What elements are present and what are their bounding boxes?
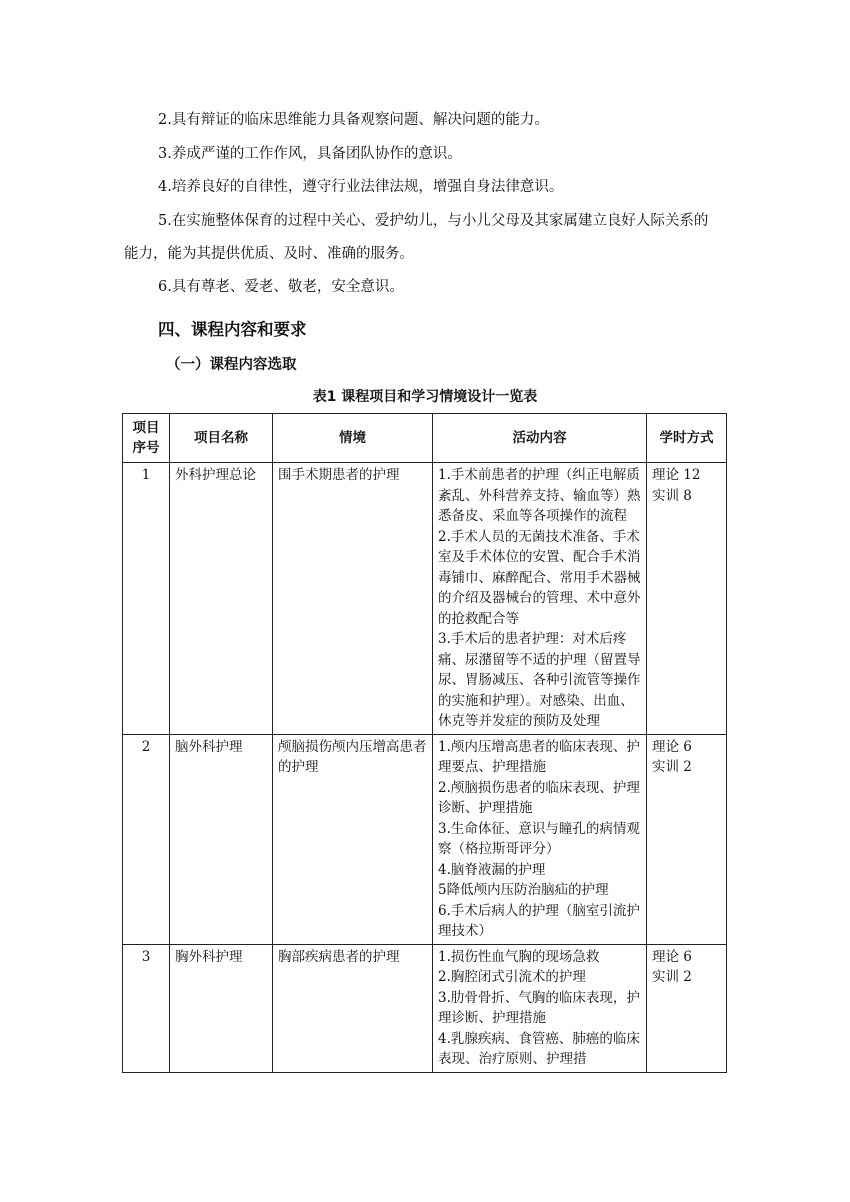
section-heading: 四、课程内容和要求 — [158, 320, 307, 339]
row-name: 胸外科护理 — [170, 944, 273, 1072]
paragraph-5-line1: 5.在实施整体保育的过程中关心、爱护幼儿，与小儿父母及其家属建立良好人际关系的 — [158, 213, 709, 229]
activity-item: 1.损伤性血气胸的现场急救 — [438, 948, 600, 965]
hours-theory: 理论 6 — [652, 948, 692, 965]
activity-item: 2.手术人员的无菌技术准备、手术室及手术体位的安置、配合手术消毒铺巾、麻醉配合、常用手术器械的介绍及器械台的管理、术中意外的抢救配合等 — [438, 528, 641, 627]
row-situation: 围手术期患者的护理 — [273, 463, 433, 735]
row-no: 1 — [123, 463, 170, 735]
row-name: 外科护理总论 — [170, 463, 273, 735]
row-hours — [647, 944, 727, 1072]
row-no: 3 — [123, 944, 170, 1072]
row-hours — [647, 734, 727, 944]
hours-practice: 实训 2 — [652, 759, 692, 775]
header-situation: 情境 — [273, 414, 433, 463]
paragraph-2: 2.具有辩证的临床思维能力具备观察问题、解决问题的能力。 — [158, 112, 549, 128]
header-activities: 活动内容 — [433, 414, 647, 463]
activity-item: 3.手术后的患者护理：对术后疼痛、尿潴留等不适的护理（留置导尿、胃肠减压、各种引流管等操作的实施和护理）。对感染、出血、休克等并发症的预防及处理 — [438, 631, 641, 729]
header-no: 项目序号 — [123, 414, 170, 463]
activity-item: 1.颅内压增高患者的临床表现、护理要点、护理措施 — [438, 738, 640, 775]
activity-item: 5降低颅内压防治脑疝的护理 — [438, 882, 609, 898]
subsection-heading: （一）课程内容选取 — [166, 357, 297, 373]
activity-item: 6.手术后病人的护理（脑室引流护理技术） — [438, 902, 640, 939]
row-activities — [433, 944, 647, 1072]
table-header-row — [123, 414, 727, 463]
table-row — [123, 463, 727, 735]
activity-item: 2.胸腔闭式引流术的护理 — [438, 969, 586, 985]
row-no: 2 — [123, 734, 170, 944]
paragraph-3: 3.养成严谨的工作作风，具备团队协作的意识。 — [158, 146, 462, 162]
table-caption: 表1 课程项目和学习情境设计一览表 — [312, 389, 538, 405]
hours-theory: 理论 12 — [652, 467, 701, 483]
activity-item: 3.生命体征、意识与瞳孔的病情观察（格拉斯哥评分） — [438, 820, 640, 857]
hours-theory: 理论 6 — [652, 738, 692, 755]
header-hours: 学时方式 — [647, 414, 727, 463]
row-situation: 胸部疾病患者的护理 — [273, 944, 433, 1072]
header-name: 项目名称 — [170, 414, 273, 463]
table-row — [123, 734, 727, 944]
activity-item: 1.手术前患者的护理（纠正电解质紊乱、外科营养支持、输血等）熟悉备皮、采血等各项操作的流程 — [438, 467, 641, 524]
course-table — [122, 413, 727, 1073]
activity-item: 4.脑脊液漏的护理 — [438, 861, 546, 878]
row-activities — [433, 734, 647, 944]
row-situation: 颅脑损伤颅内压增高患者的护理 — [273, 734, 433, 944]
table-row — [123, 944, 727, 1072]
activity-item: 3.肋骨骨折、气胸的临床表现，护理诊断、护理措施 — [438, 989, 640, 1026]
hours-practice: 实训 2 — [652, 969, 692, 985]
hours-practice: 实训 8 — [652, 487, 692, 504]
paragraph-4: 4.培养良好的自律性，遵守行业法律法规，增强自身法律意识。 — [158, 179, 564, 195]
paragraph-6: 6.具有尊老、爱老、敬老，安全意识。 — [158, 279, 404, 295]
activity-item: 4.乳腺疾病、食管癌、肺癌的临床表现、治疗原则、护理措 — [438, 1030, 640, 1067]
row-name: 脑外科护理 — [170, 734, 273, 944]
activity-item: 2.颅脑损伤患者的临床表现、护理诊断、护理措施 — [438, 779, 640, 816]
paragraph-5-line2: 能力，能为其提供优质、及时、准确的服务。 — [124, 246, 414, 262]
row-activities — [433, 463, 647, 735]
row-hours — [647, 463, 727, 735]
